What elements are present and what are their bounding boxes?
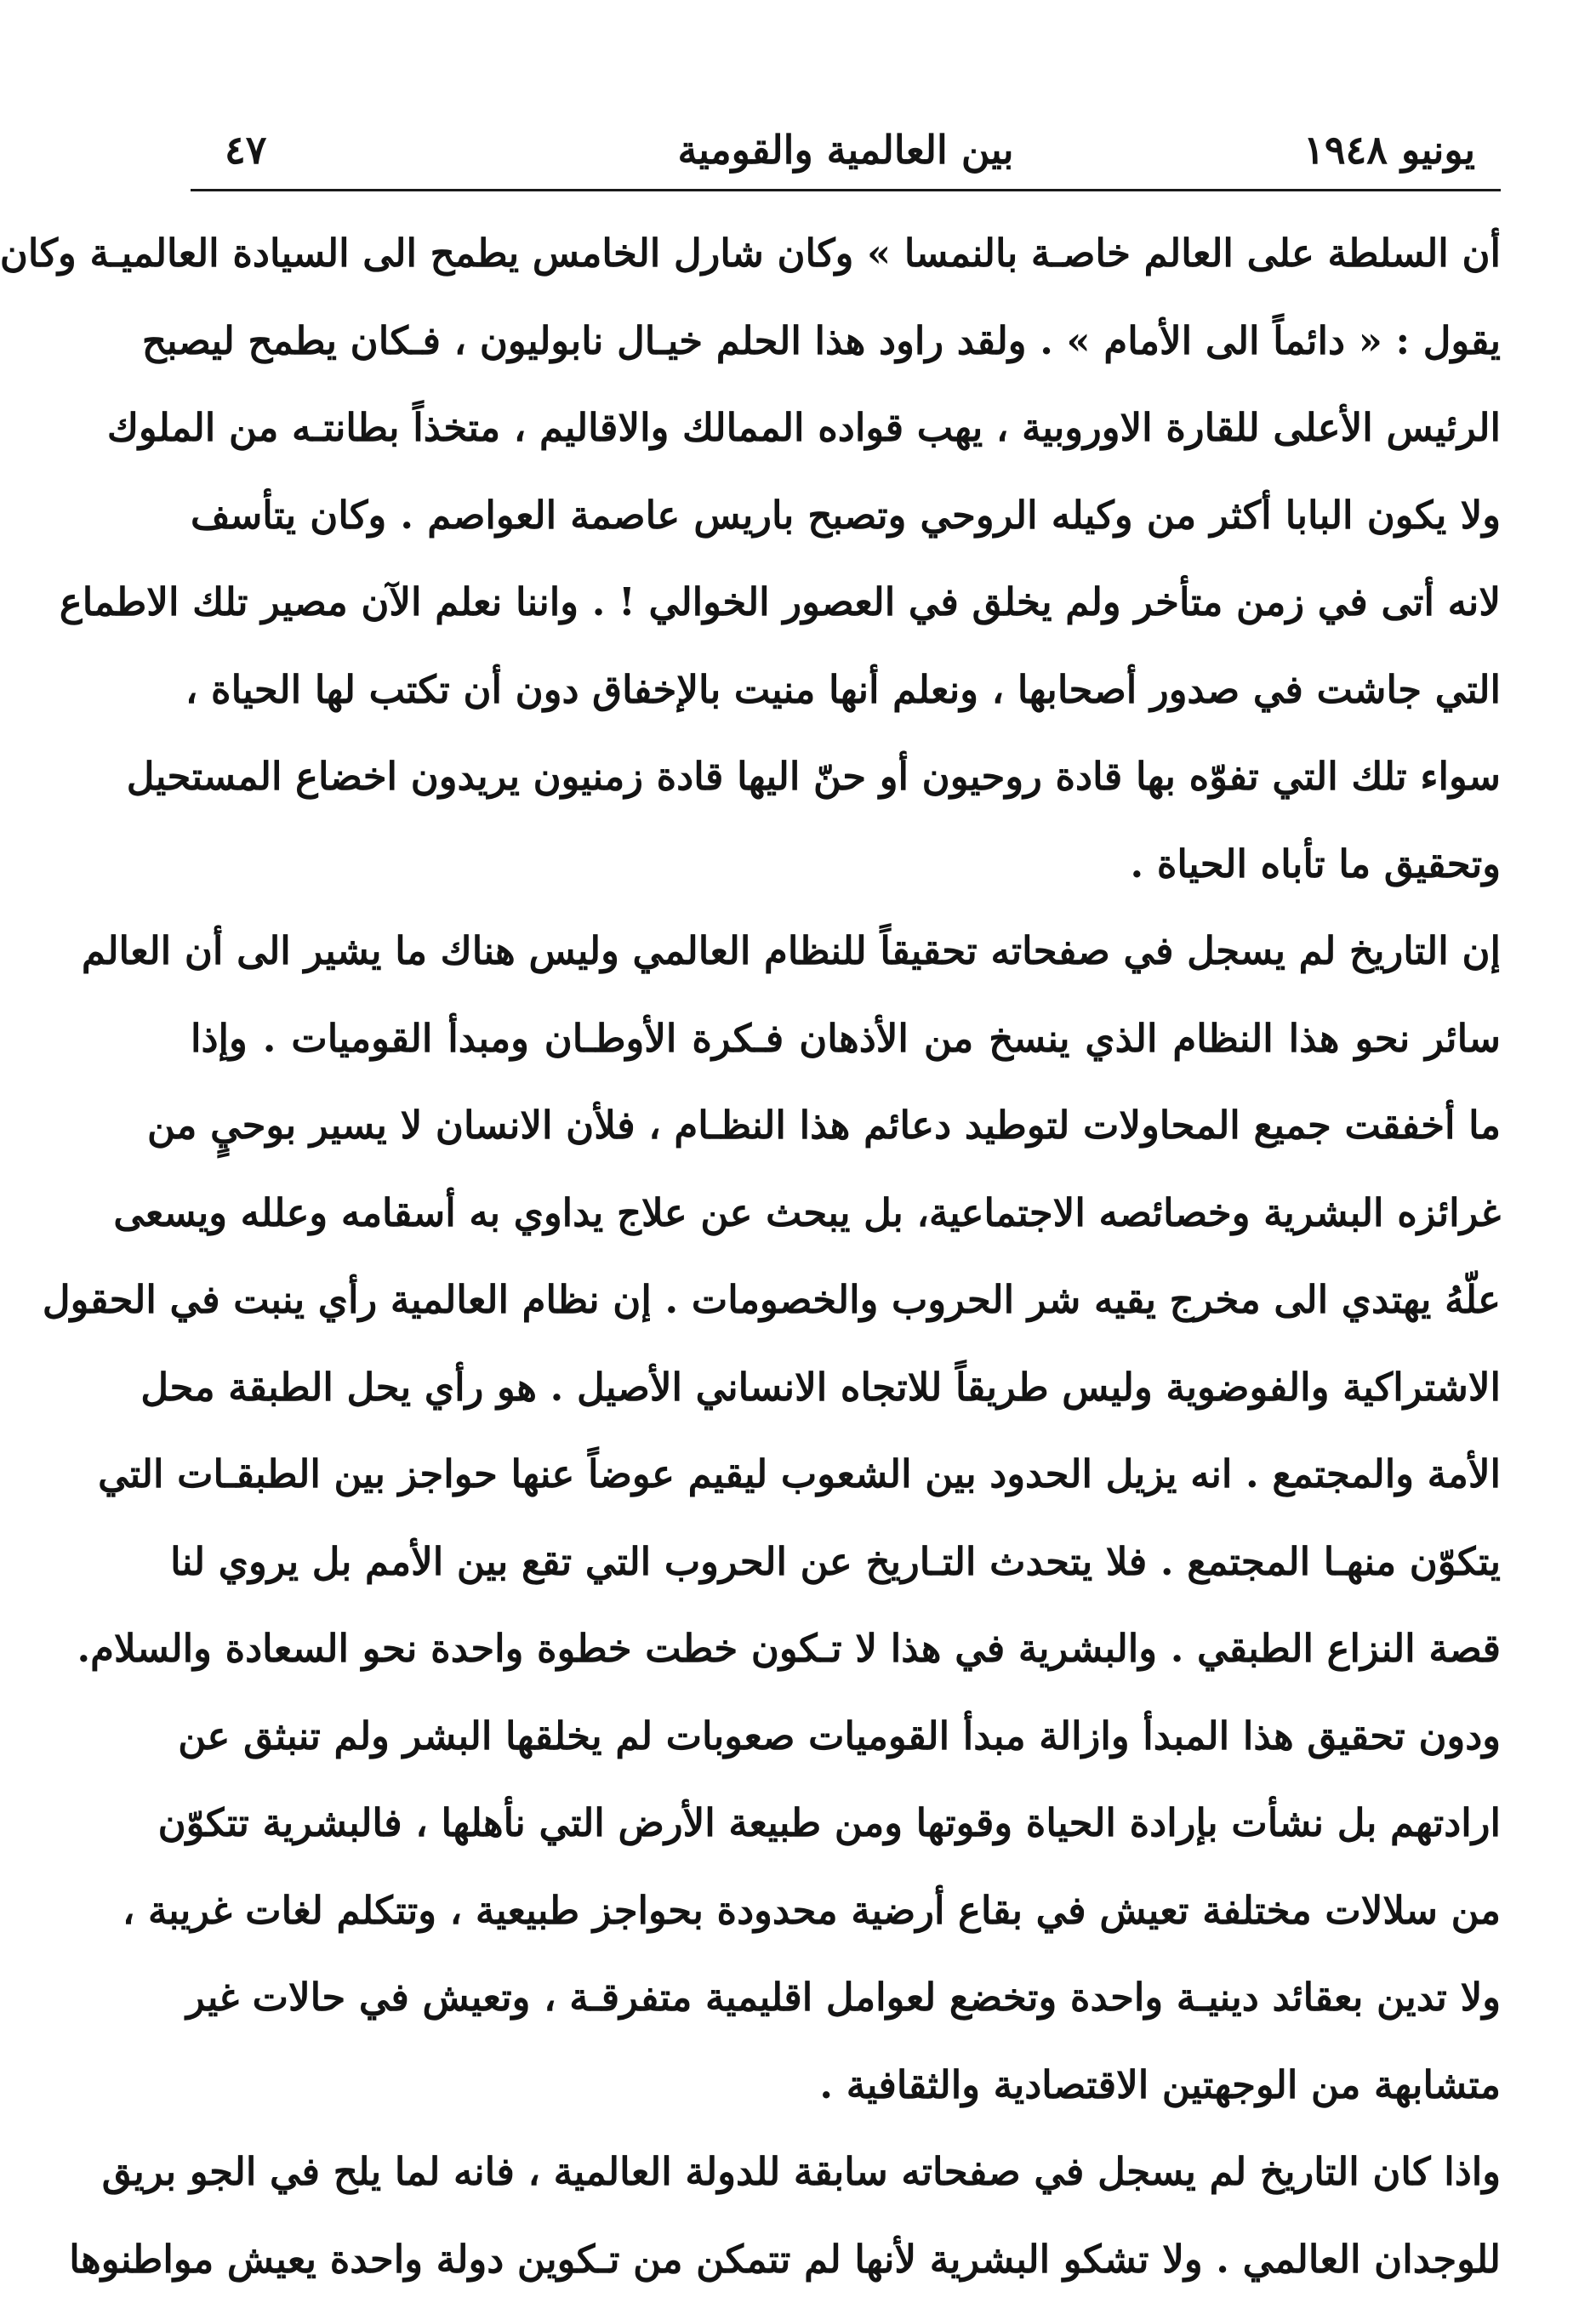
page-number: ٤٧ xyxy=(225,127,266,173)
text-line: واذا كان التاريخ لم يسجل في صفحاته سابقة للدولة العالمية ، فانه لما يلح في الجو بريق xyxy=(191,2129,1501,2216)
text-line: ولا تدين بعقائد دينيـة واحدة وتخضع لعوامل اقليمية متفرقـة ، وتعيش في حالات غير xyxy=(191,1954,1501,2042)
text-line: ارادتهم بل نشأت بإرادة الحياة وقوتها ومن طبيعة الأرض التي نأهلها ، فالبشرية تتكوّن xyxy=(191,1780,1501,1867)
text-line: الرئيس الأعلى للقارة الاوروبية ، يهب قواده الممالك والاقاليم ، متخذاً بطانتـه من الملوك xyxy=(191,385,1501,472)
paragraph-2 xyxy=(191,908,1501,2129)
text-line: يتكوّن منهـا المجتمع . فلا يتحدث التـاريخ عن الحروب التي تقع بين الأمم بل يروي لنا xyxy=(191,1519,1501,1606)
document-body xyxy=(191,191,1501,2303)
text-line: قصة النزاع الطبقي . والبشرية في هذا لا تـكون خطت خطوة واحدة نحو السعادة والسلام. xyxy=(191,1605,1501,1693)
text-line: ولا يكون البابا أكثر من وكيله الروحي وتصبح باريس عاصمة العواصم . وكان يتأسف xyxy=(191,472,1501,560)
page-header xyxy=(191,111,1501,191)
text-line: ودون تحقيق هذا المبدأ وازالة مبدأ القوميات صعوبات لم يخلقها البشر ولم تنبثق عن xyxy=(191,1693,1501,1781)
text-line: غرائزه البشرية وخصائصه الاجتماعية، بل يبحث عن علاج يداوي به أسقامه وعلله ويسعى xyxy=(191,1170,1501,1257)
text-line: ما أخفقت جميع المحاولات لتوطيد دعائم هذا النظـام ، فلأن الانسان لا يسير بوحيٍ من xyxy=(191,1082,1501,1170)
text-line: التي جاشت في صدور أصحابها ، ونعلم أنها منيت بالإخفاق دون أن تكتب لها الحياة ، xyxy=(191,647,1501,734)
text-line: سواء تلك التي تفوّه بها قادة روحيون أو حنّ اليها قادة زمنيون يريدون اخضاع المستحيل xyxy=(191,733,1501,821)
text-line: للوجدان العالمي . ولا تشكو البشرية لأنها لم تتمكن من تـكوين دولة واحدة يعيش مواطنوها xyxy=(191,2216,1501,2303)
text-line: من سلالات مختلفة تعيش في بقاع أرضية محدودة بحواجز طبيعية ، وتتكلم لغات غريبة ، xyxy=(191,1867,1501,1955)
text-line: متشابهة من الوجهتين الاقتصادية والثقافية . xyxy=(191,2042,1501,2129)
paragraph-1 xyxy=(191,210,1501,908)
header-date: يونيو ١٩٤٨ xyxy=(1303,127,1475,173)
text-line: الأمة والمجتمع . انه يزيل الحدود بين الشعوب ليقيم عوضاً عنها حواجز بين الطبقـات التي xyxy=(191,1431,1501,1519)
text-line: يقول : « دائماً الى الأمام » . ولقد راود هذا الحلم خيـال نابوليون ، فـكان يطمح ليصبح xyxy=(191,298,1501,385)
text-line: لانه أتى في زمن متأخر ولم يخلق في العصور الخوالي ! . واننا نعلم الآن مصير تلك الاطماع xyxy=(191,559,1501,647)
text-line: سائر نحو هذا النظام الذي ينسخ من الأذهان فـكرة الأوطـان ومبدأ القوميات . وإذا xyxy=(191,995,1501,1083)
text-line: إن التاريخ لم يسجل في صفحاته تحقيقاً للنظام العالمي وليس هناك ما يشير الى أن العالم xyxy=(191,908,1501,995)
document-page xyxy=(191,111,1501,2255)
paragraph-3 xyxy=(191,2129,1501,2303)
text-line: وتحقيق ما تأباه الحياة . xyxy=(191,821,1501,909)
header-title: بين العالمية والقومية xyxy=(677,127,1013,173)
text-line: علّهُ يهتدي الى مخرج يقيه شر الحروب والخصومات . إن نظام العالمية رأي ينبت في الحقول xyxy=(191,1257,1501,1344)
text-line: الاشتراكية والفوضوية وليس طريقاً للاتجاه الانساني الأصيل . هو رأي يحل الطبقة محل xyxy=(191,1344,1501,1432)
text-line: أن السلطة على العالم خاصـة بالنمسا » وكان شارل الخامس يطمح الى السيادة العالميـة وكان xyxy=(191,210,1501,298)
